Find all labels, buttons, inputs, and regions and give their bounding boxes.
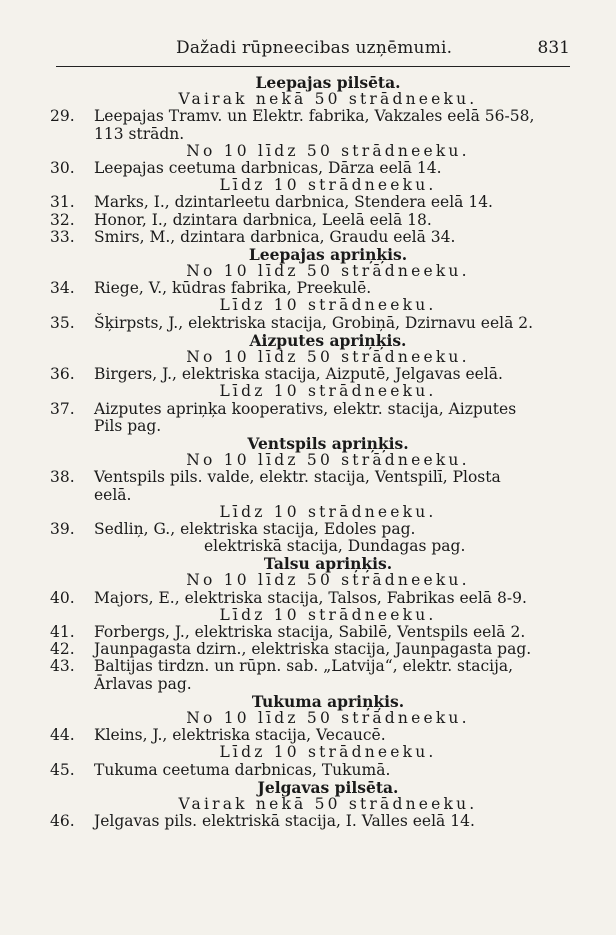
list-entry (0, 658, 616, 675)
entry-number: 37. (50, 399, 75, 418)
section-heading: Talsu apriņķis. (263, 554, 393, 574)
list-entry (0, 521, 616, 538)
entry-number: 42. (50, 640, 75, 659)
list-entry (0, 641, 616, 658)
entry-text: Ventspils pils. valde, elektr. stacija, Ventspilī, Plosta (94, 468, 501, 487)
list-entry (0, 108, 616, 125)
entry-text: Aizputes apriņķa kooperativs, elektr. stacija, Aizputes (94, 399, 517, 418)
entry-text: Majors, E., elektriska stacija, Talsos, Fabrikas eelā 8-9. (94, 588, 527, 607)
entry-text: Kleins, J., elektriska stacija, Vecaucē. (94, 726, 386, 745)
entry-continuation: elektriskā stacija, Dundagas pag. (204, 537, 466, 556)
size-category-heading: No 10 līdz 50 strādneeku. (186, 262, 470, 281)
list-entry (0, 160, 616, 177)
section-heading: Leepajas pilsēta. (255, 73, 401, 92)
size-category-heading: Līdz 10 strādneeku. (219, 605, 437, 624)
size-category-heading: Vairak nekā 50 strādneeku. (178, 794, 478, 813)
entry-number: 41. (50, 623, 75, 641)
entry-text: Sedliņ, G., elektriska stacija, Edoles pag. (94, 519, 416, 538)
list-entry (0, 401, 616, 418)
list-entry (0, 727, 616, 744)
size-category-heading: No 10 līdz 50 strādneeku. (186, 348, 470, 366)
section-heading: Tukuma apriņķis. (251, 691, 405, 711)
section-heading: Leepajas apriņķis. (248, 244, 408, 264)
entry-continuation: eelā. (94, 485, 132, 504)
entry-text: Smirs, M., dzintara darbnica, Graudu eelā 34. (94, 227, 456, 246)
entry-number: 40. (50, 588, 75, 607)
list-entry (0, 194, 616, 211)
entry-text: Baltijas tirdzn. un rūpn. sab. „Latvija“, elektr. stacija, (94, 657, 514, 676)
entry-text: Marks, I., dzintarleetu darbnica, Stendera eelā 14. (94, 193, 493, 212)
entry-text: Leepajas Tramv. un Elektr. fabrika, Vakzales eelā 56-58, (94, 107, 535, 126)
entry-text: Riege, V., kūdras fabrika, Preekulē. (94, 279, 372, 298)
size-category-heading: No 10 līdz 50 strādneeku. (186, 141, 470, 160)
list-entry (0, 366, 616, 383)
entry-text: Leepajas ceetuma darbnicas, Dārza eelā 14. (94, 158, 442, 177)
section-heading: Ventspils apriņķis. (247, 433, 409, 453)
list-entry (0, 212, 616, 229)
entry-number: 32. (50, 210, 75, 229)
entry-number: 43. (50, 657, 75, 676)
entry-number: 29. (50, 107, 75, 126)
size-category-heading: Līdz 10 strādneeku. (219, 296, 437, 315)
entry-text: Forbergs, J., elektriska stacija, Sabilē, Ventspils eelā 2. (94, 623, 526, 641)
entry-text: Šķirpsts, J., elektriska stacija, Grobiņā, Dzirnavu eelā 2. (94, 313, 534, 332)
entry-number: 35. (50, 313, 75, 332)
size-category-heading: Līdz 10 strādneeku. (219, 176, 437, 195)
entry-number: 34. (50, 279, 75, 298)
page-number: 831 (537, 38, 570, 58)
entry-text: Jaunpagasta dzirn., elektriska stacija, Jaunpagasta pag. (94, 640, 532, 659)
entry-text: Tukuma ceetuma darbnicas, Tukumā. (94, 760, 391, 779)
entry-number: 44. (50, 726, 75, 745)
entry-number: 46. (50, 812, 75, 831)
list-entry (0, 469, 616, 486)
entry-continuation: Ārlavas pag. (94, 674, 192, 693)
size-category-heading: Vairak nekā 50 strādneeku. (178, 90, 478, 109)
list-entry (0, 229, 616, 246)
entry-text: Jelgavas pils. elektriskā stacija, I. Valles eelā 14. (94, 812, 475, 831)
entry-continuation: Pils pag. (94, 416, 162, 435)
section-heading: Aizputes apriņķis. (249, 330, 407, 350)
entry-number: 30. (50, 158, 75, 177)
entry-number: 39. (50, 519, 75, 538)
entry-number: 36. (50, 365, 75, 384)
entry-text: Birgers, J., elektriska stacija, Aizputē, Jelgavas eelā. (94, 365, 503, 384)
size-category-heading: Līdz 10 strādneeku. (219, 382, 437, 401)
list-entry (0, 813, 616, 830)
entry-text: Honor, I., dzintara darbnica, Leelā eelā 18. (94, 210, 432, 229)
entry-continuation: 113 strādn. (94, 124, 185, 143)
size-category-heading: No 10 līdz 50 strādneeku. (186, 571, 470, 590)
page-header (56, 36, 570, 67)
section-heading: Jelgavas pilsēta. (257, 777, 399, 797)
list-entry (0, 762, 616, 779)
list-entry (0, 624, 616, 641)
running-title: Dažadi rūpneecibas uzņēmumi. (176, 38, 453, 58)
document-body (0, 74, 616, 830)
size-category-heading: Līdz 10 strādneeku. (219, 502, 437, 521)
list-entry (0, 280, 616, 297)
size-category-heading: No 10 līdz 50 strādneeku. (186, 708, 470, 727)
size-category-heading: No 10 līdz 50 strādneeku. (186, 451, 470, 470)
entry-number: 33. (50, 227, 75, 246)
entry-number: 31. (50, 193, 75, 212)
list-entry (0, 315, 616, 332)
entry-number: 38. (50, 468, 75, 487)
size-category-heading: Līdz 10 strādneeku. (219, 743, 437, 762)
entry-number: 45. (50, 760, 75, 779)
list-entry (0, 590, 616, 607)
